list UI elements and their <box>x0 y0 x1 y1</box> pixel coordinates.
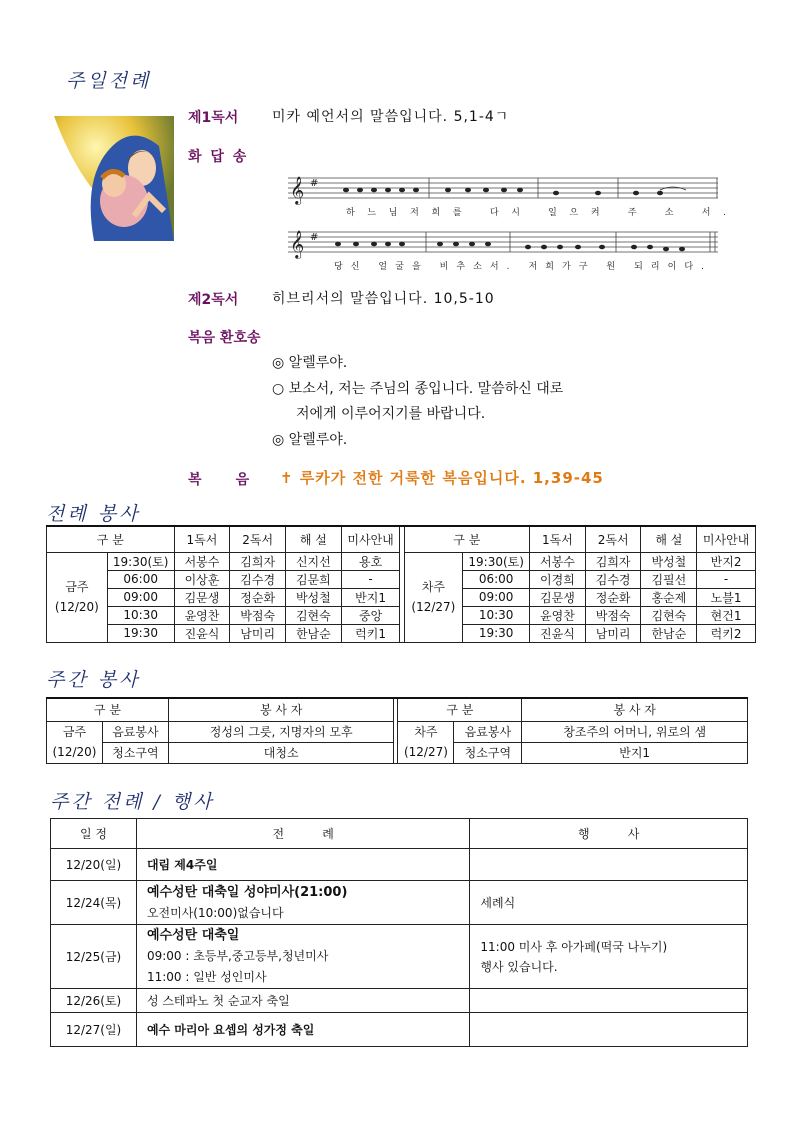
psalm-score-line-2 <box>288 228 720 274</box>
table-cell: 서봉수 <box>530 552 586 570</box>
date-cell: 12/25(금) <box>51 925 137 989</box>
header-cell: 1독서 <box>530 526 586 552</box>
alleluia-line: ○ 보소서, 저는 주님의 종입니다. 말씀하신 대로 <box>272 380 564 397</box>
svg-text:#: # <box>310 232 319 243</box>
table-row <box>51 849 748 881</box>
table-cell: 럭키1 <box>341 624 400 642</box>
table-row <box>51 881 748 925</box>
psalm-label: 화 답 송 <box>188 149 249 165</box>
psalm-score-line-1 <box>288 174 726 220</box>
table-cell: 김수경 <box>230 570 286 588</box>
table-cell: 윤영찬 <box>174 606 230 624</box>
table-row <box>47 721 748 742</box>
table-cell: 19:30 <box>463 624 530 642</box>
header-cell: 구 분 <box>398 698 522 721</box>
table-cell: 반지1 <box>522 742 748 763</box>
event-cell <box>470 1013 748 1047</box>
group-cell: 차주 (12/27) <box>404 552 463 642</box>
group-cell: 금주 (12/20) <box>47 552 108 642</box>
liturgy-service-table <box>46 525 756 643</box>
weekly-service-table <box>46 697 748 764</box>
date-cell: 12/27(일) <box>51 1013 137 1047</box>
table-cell: 10:30 <box>107 606 174 624</box>
table-cell: 19:30(토) <box>107 552 174 570</box>
reading1-text: 미카 예언서의 말씀입니다. 5,1-4ㄱ <box>272 109 510 125</box>
table-cell: - <box>341 570 400 588</box>
table-cell: 대청소 <box>168 742 394 763</box>
table-cell: 신지선 <box>286 552 342 570</box>
reading2-label: 제2독서 <box>188 292 239 308</box>
table-cell: 김현숙 <box>286 606 342 624</box>
table-row <box>51 989 748 1013</box>
table-cell: 창조주의 어머니, 위로의 샘 <box>522 721 748 742</box>
alleluia-label: 복음 환호송 <box>188 330 261 346</box>
weekly-service-title: 주간 봉사 <box>46 669 141 691</box>
table-cell: 박성철 <box>641 552 697 570</box>
table-cell: 김필선 <box>641 570 697 588</box>
table-cell: 서봉수 <box>174 552 230 570</box>
header-cell: 구 분 <box>47 526 175 552</box>
table-cell: 남미리 <box>585 624 641 642</box>
group-cell: 차주 (12/27) <box>398 721 454 763</box>
event-cell <box>470 989 748 1013</box>
table-cell: 김문생 <box>530 588 586 606</box>
table-cell: 반지1 <box>341 588 400 606</box>
table-cell: 이상훈 <box>174 570 230 588</box>
table-cell: 진윤식 <box>530 624 586 642</box>
header-cell: 미사안내 <box>341 526 400 552</box>
event-cell <box>470 849 748 881</box>
table-cell: 김희자 <box>230 552 286 570</box>
table-cell: 중앙 <box>341 606 400 624</box>
table-cell: 박점숙 <box>585 606 641 624</box>
svg-text:#: # <box>310 178 319 189</box>
weekly-events-title: 주간 전례 / 행사 <box>50 791 215 813</box>
table-cell: 06:00 <box>107 570 174 588</box>
table-cell: 10:30 <box>463 606 530 624</box>
table-row <box>51 925 748 989</box>
table-cell: 현건1 <box>697 606 756 624</box>
header-cell: 해 설 <box>641 526 697 552</box>
header-cell: 구 분 <box>47 698 169 721</box>
table-cell: 김문희 <box>286 570 342 588</box>
table-cell: 음료봉사 <box>102 721 168 742</box>
event-cell: 11:00 미사 후 아가페(떡국 나누기) 행사 있습니다. <box>470 925 748 989</box>
table-cell: 19:30 <box>107 624 174 642</box>
table-cell: 정순화 <box>230 588 286 606</box>
table-cell: - <box>697 570 756 588</box>
weekly-events-table <box>50 818 748 1047</box>
liturgy-cell: 성 스테파노 첫 순교자 축일 <box>136 989 469 1013</box>
madonna-image <box>54 116 174 241</box>
group-cell: 금주 (12/20) <box>47 721 103 763</box>
table-cell: 음료봉사 <box>454 721 522 742</box>
header-cell: 해 설 <box>286 526 342 552</box>
liturgy-service-title: 전례 봉사 <box>46 503 141 525</box>
gospel-label: 복 음 <box>188 472 250 488</box>
reading2-text: 히브리서의 말씀입니다. 10,5-10 <box>272 291 495 307</box>
table-cell: 김희자 <box>585 552 641 570</box>
header-cell: 행 사 <box>470 819 748 849</box>
alleluia-line: 저에게 이루어지기를 바랍니다. <box>296 406 486 422</box>
header-cell: 일 정 <box>51 819 137 849</box>
table-cell: 럭키2 <box>697 624 756 642</box>
table-cell: 홍순제 <box>641 588 697 606</box>
table-cell: 이경희 <box>530 570 586 588</box>
alleluia-line: ◎ 알렐루야. <box>272 431 348 448</box>
liturgy-cell: 예수성탄 대축일 성야미사(21:00) 오전미사(10:00)없습니다 <box>136 881 469 925</box>
header-cell: 2독서 <box>585 526 641 552</box>
header-cell: 전 례 <box>136 819 469 849</box>
table-cell: 김수경 <box>585 570 641 588</box>
table-cell: 09:00 <box>107 588 174 606</box>
table-cell: 김문생 <box>174 588 230 606</box>
alleluia-verses <box>272 351 563 453</box>
table-cell: 김현숙 <box>641 606 697 624</box>
header-cell: 구 분 <box>404 526 530 552</box>
table-cell: 진윤식 <box>174 624 230 642</box>
liturgy-cell: 대림 제4주일 <box>136 849 469 881</box>
table-cell: 정성의 그릇, 지명자의 모후 <box>168 721 394 742</box>
table-cell: 박성철 <box>286 588 342 606</box>
table-cell: 한남순 <box>641 624 697 642</box>
table-cell: 용호 <box>341 552 400 570</box>
table-cell: 윤영찬 <box>530 606 586 624</box>
date-cell: 12/20(일) <box>51 849 137 881</box>
header-cell: 봉 사 자 <box>168 698 394 721</box>
header-cell: 1독서 <box>174 526 230 552</box>
event-cell: 세례식 <box>470 881 748 925</box>
table-cell: 청소구역 <box>454 742 522 763</box>
table-cell: 09:00 <box>463 588 530 606</box>
table-cell: 정순화 <box>585 588 641 606</box>
table-cell: 06:00 <box>463 570 530 588</box>
liturgy-cell: 예수성탄 대축일 09:00 : 초등부,중고등부,청년미사 11:00 : 일반 성인미사 <box>136 925 469 989</box>
date-cell: 12/24(목) <box>51 881 137 925</box>
table-cell: 노블1 <box>697 588 756 606</box>
reading1-label: 제1독서 <box>188 110 239 126</box>
svg-text:𝄞: 𝄞 <box>290 176 305 204</box>
svg-text:𝄞: 𝄞 <box>290 230 305 258</box>
table-cell: 박점숙 <box>230 606 286 624</box>
header-cell: 2독서 <box>230 526 286 552</box>
table-row <box>51 1013 748 1047</box>
gospel-text: ✝ 루카가 전한 거룩한 복음입니다. 1,39-45 <box>280 469 604 487</box>
header-cell: 미사안내 <box>697 526 756 552</box>
alleluia-line: ◎ 알렐루야. <box>272 355 348 371</box>
date-cell: 12/26(토) <box>51 989 137 1013</box>
psalm-lyrics-2: 당신 얼굴을 비추소서. 저희가구 원 되리이다. <box>334 262 704 272</box>
header-cell: 봉 사 자 <box>522 698 748 721</box>
psalm-lyrics-1: 하느님저희를 다시 일으켜 주 소 서. <box>346 208 726 218</box>
table-cell: 청소구역 <box>102 742 168 763</box>
mass-section-title: 주일전례 <box>66 70 152 92</box>
table-cell: 남미리 <box>230 624 286 642</box>
liturgy-cell: 예수 마리아 요셉의 성가정 축일 <box>136 1013 469 1047</box>
table-cell: 한남순 <box>286 624 342 642</box>
table-cell: 반지2 <box>697 552 756 570</box>
table-cell: 19:30(토) <box>463 552 530 570</box>
